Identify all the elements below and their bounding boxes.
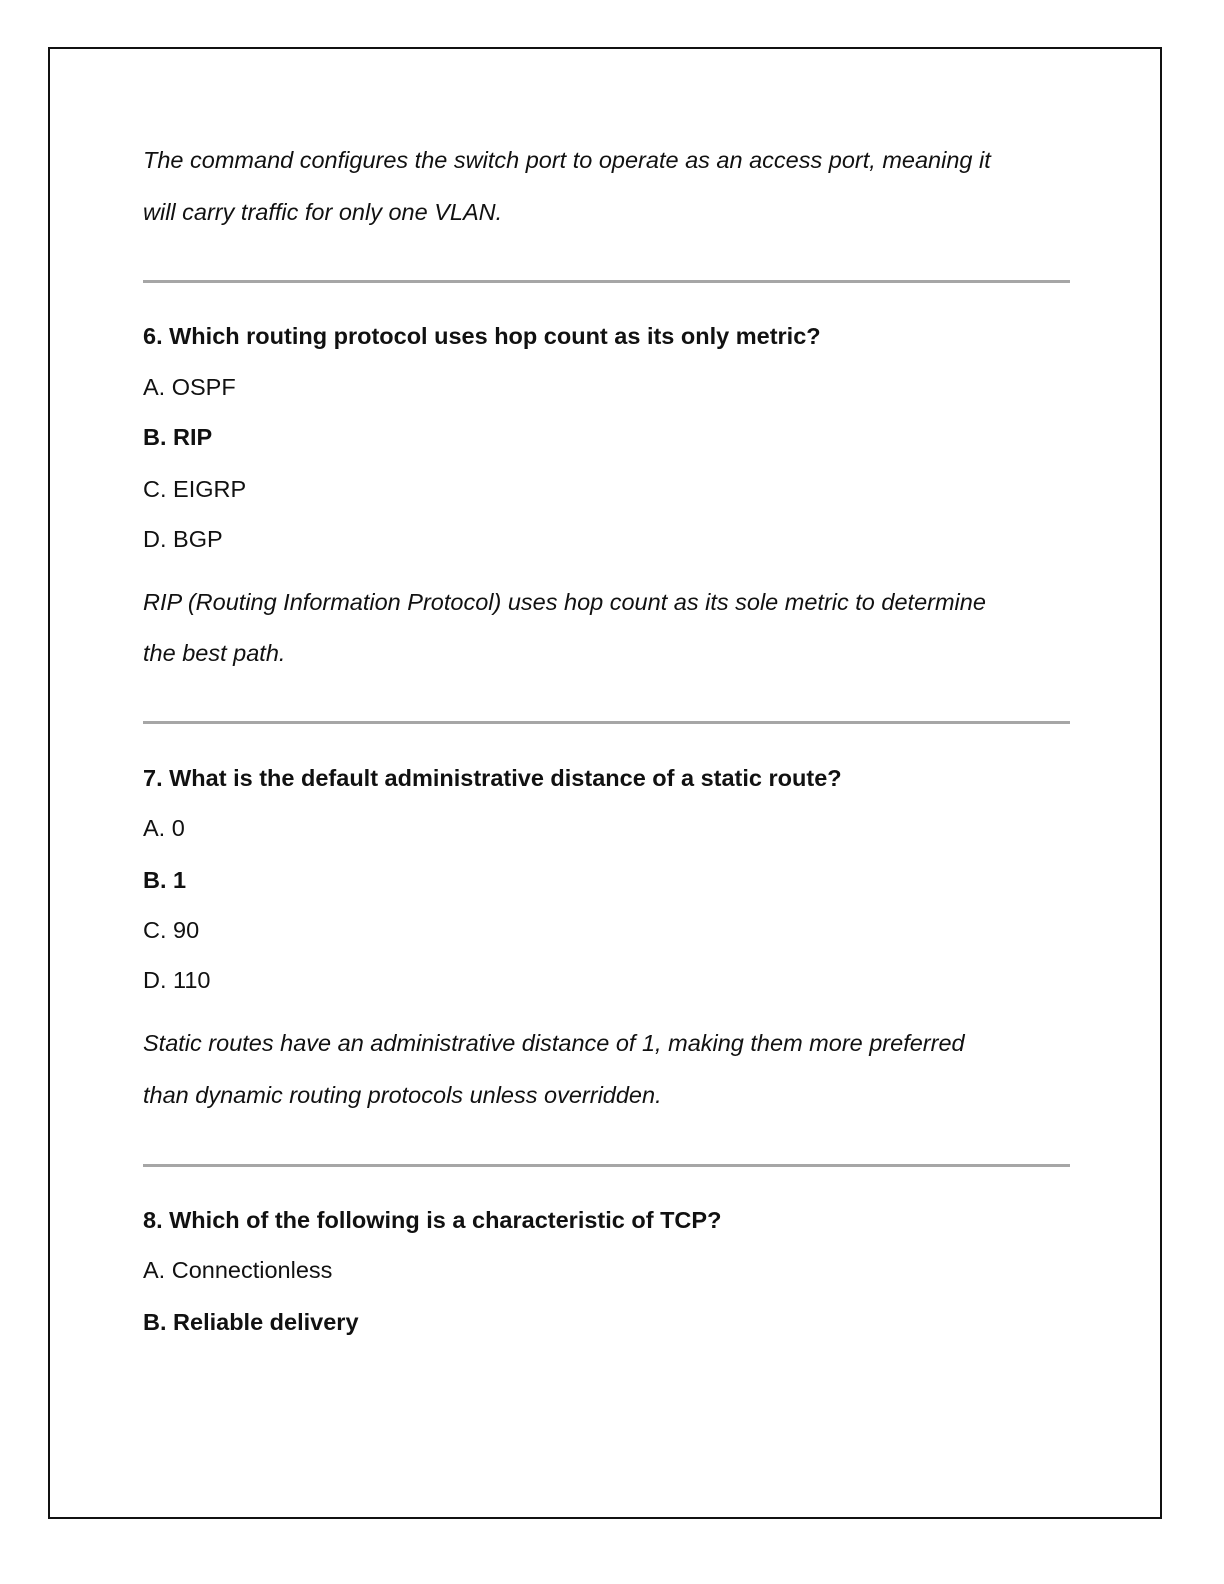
section-divider xyxy=(143,1164,1070,1167)
explanation-text: RIP (Routing Information Protocol) uses hop count as its sole metric to determine xyxy=(143,589,986,615)
question-title: 7. What is the default administrative distance of a static route? xyxy=(143,765,842,791)
question-title: 8. Which of the following is a characteristic of TCP? xyxy=(143,1207,722,1233)
explanation-text: Static routes have an administrative distance of 1, making them more preferred xyxy=(143,1030,965,1056)
answer-option: C. 90 xyxy=(143,917,200,943)
answer-option: D. BGP xyxy=(143,526,223,552)
explanation-text: will carry traffic for only one VLAN. xyxy=(143,199,503,225)
answer-option: A. OSPF xyxy=(143,374,236,400)
explanation-text: than dynamic routing protocols unless overridden. xyxy=(143,1082,662,1108)
section-divider xyxy=(143,721,1070,724)
section-divider xyxy=(143,280,1070,283)
answer-option: A. 0 xyxy=(143,815,185,841)
explanation-text: the best path. xyxy=(143,640,286,666)
question-title: 6. Which routing protocol uses hop count as its only metric? xyxy=(143,323,821,349)
answer-option: C. EIGRP xyxy=(143,476,247,502)
explanation-text: The command configures the switch port to operate as an access port, meaning it xyxy=(143,147,991,173)
correct-answer-option: B. 1 xyxy=(143,867,187,893)
answer-option: A. Connectionless xyxy=(143,1257,333,1283)
correct-answer-option: B. Reliable delivery xyxy=(143,1309,359,1335)
correct-answer-option: B. RIP xyxy=(143,424,213,450)
answer-option: D. 110 xyxy=(143,967,211,993)
